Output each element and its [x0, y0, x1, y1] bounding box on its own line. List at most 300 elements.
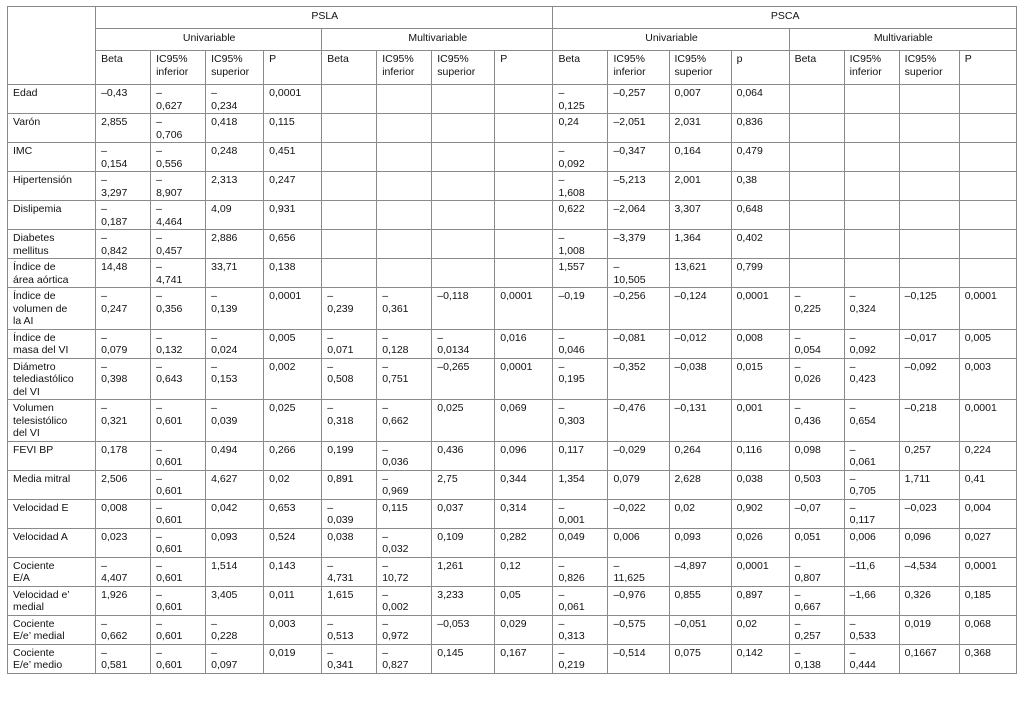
table-cell: –0,124: [669, 288, 731, 330]
table-cell: – 0,195: [553, 358, 608, 400]
table-cell: 0,138: [264, 259, 322, 288]
table-cell: – 0,039: [206, 400, 264, 442]
table-cell: – 0,807: [789, 557, 844, 586]
column-header: p: [731, 51, 789, 85]
table-cell: 0,855: [669, 586, 731, 615]
table-cell: – 0,079: [96, 329, 151, 358]
table-cell: 0,096: [899, 528, 959, 557]
table-cell: 0,656: [264, 230, 322, 259]
table-cell: 0,006: [608, 528, 669, 557]
table-row: [8, 329, 1017, 358]
table-cell: 33,71: [206, 259, 264, 288]
table-cell: 0,891: [322, 470, 377, 499]
table-cell: – 0,032: [377, 528, 432, 557]
table-cell: –0,038: [669, 358, 731, 400]
table-row: [8, 528, 1017, 557]
table-cell: – 10,72: [377, 557, 432, 586]
table-cell: [322, 143, 377, 172]
table-cell: [899, 85, 959, 114]
table-cell: 0,368: [959, 644, 1016, 673]
table-cell: – 0,969: [377, 470, 432, 499]
table-cell: – 0,361: [377, 288, 432, 330]
table-cell: 0,001: [731, 400, 789, 442]
table-cell: – 4,741: [151, 259, 206, 288]
row-label: Cociente E/e’ medio: [8, 644, 96, 673]
group-psla: PSLA: [96, 7, 553, 29]
table-cell: 2,75: [432, 470, 495, 499]
row-label: Índice de masa del VI: [8, 329, 96, 358]
table-cell: 0,019: [899, 615, 959, 644]
table-cell: [959, 114, 1016, 143]
subgroup-psla-multivariable: Multivariable: [322, 29, 553, 51]
table-cell: 14,48: [96, 259, 151, 288]
table-cell: – 0,257: [789, 615, 844, 644]
subgroup-psla-univariable: Univariable: [96, 29, 322, 51]
table-cell: 0,117: [553, 441, 608, 470]
row-label: IMC: [8, 143, 96, 172]
table-cell: – 0,972: [377, 615, 432, 644]
table-cell: 3,405: [206, 586, 264, 615]
table-cell: – 0,627: [151, 85, 206, 114]
table-row: [8, 172, 1017, 201]
table-cell: 0,0001: [959, 557, 1016, 586]
table-cell: – 0,662: [377, 400, 432, 442]
table-cell: –0,218: [899, 400, 959, 442]
table-cell: 3,233: [432, 586, 495, 615]
row-label: Volumen telesistólico del VI: [8, 400, 96, 442]
table-cell: – 0,219: [553, 644, 608, 673]
table-cell: 0,897: [731, 586, 789, 615]
table-cell: 0,116: [731, 441, 789, 470]
table-cell: –0,19: [553, 288, 608, 330]
table-cell: 2,031: [669, 114, 731, 143]
group-psca: PSCA: [553, 7, 1017, 29]
table-cell: [495, 114, 553, 143]
table-cell: 0,248: [206, 143, 264, 172]
table-cell: 0,006: [844, 528, 899, 557]
table-cell: – 0,0134: [432, 329, 495, 358]
row-label: Dislipemia: [8, 201, 96, 230]
table-cell: 0,524: [264, 528, 322, 557]
table-cell: [789, 85, 844, 114]
table-cell: –0,257: [608, 85, 669, 114]
table-cell: 1,514: [206, 557, 264, 586]
table-cell: – 0,826: [553, 557, 608, 586]
column-header: Beta: [96, 51, 151, 85]
table-cell: [959, 259, 1016, 288]
table-cell: 0,02: [264, 470, 322, 499]
table-cell: 0,002: [264, 358, 322, 400]
table-row: [8, 358, 1017, 400]
table-cell: – 1,608: [553, 172, 608, 201]
row-label: Varón: [8, 114, 96, 143]
column-header: IC95% superior: [669, 51, 731, 85]
table-cell: 0,0001: [731, 288, 789, 330]
table-cell: –2,051: [608, 114, 669, 143]
row-label: FEVI BP: [8, 441, 96, 470]
table-cell: – 0,187: [96, 201, 151, 230]
table-cell: [322, 201, 377, 230]
column-header: Beta: [789, 51, 844, 85]
column-header: P: [264, 51, 322, 85]
table-cell: 0,38: [731, 172, 789, 201]
table-cell: 1,711: [899, 470, 959, 499]
table-cell: [844, 201, 899, 230]
table-cell: – 0,705: [844, 470, 899, 499]
table-cell: [495, 143, 553, 172]
regression-table: [7, 6, 1017, 674]
table-cell: 0,026: [731, 528, 789, 557]
table-cell: 0,12: [495, 557, 553, 586]
table-cell: – 4,407: [96, 557, 151, 586]
table-cell: –1,66: [844, 586, 899, 615]
table-cell: – 0,046: [553, 329, 608, 358]
table-cell: [789, 172, 844, 201]
table-cell: [959, 85, 1016, 114]
table-cell: –0,051: [669, 615, 731, 644]
table-cell: [377, 230, 432, 259]
table-cell: – 11,625: [608, 557, 669, 586]
table-cell: 0,0001: [264, 288, 322, 330]
table-cell: – 0,601: [151, 644, 206, 673]
table-cell: [322, 172, 377, 201]
table-cell: [789, 143, 844, 172]
table-cell: 1,261: [432, 557, 495, 586]
table-cell: [899, 230, 959, 259]
table-cell: [899, 259, 959, 288]
table-cell: [377, 201, 432, 230]
table-cell: –4,534: [899, 557, 959, 586]
table-cell: – 0,125: [553, 85, 608, 114]
column-header: IC95% superior: [432, 51, 495, 85]
table-cell: [789, 259, 844, 288]
table-row: [8, 259, 1017, 288]
table-cell: – 0,423: [844, 358, 899, 400]
table-cell: – 0,153: [206, 358, 264, 400]
table-cell: 0,24: [553, 114, 608, 143]
table-cell: 3,307: [669, 201, 731, 230]
table-cell: [844, 143, 899, 172]
table-cell: 0,037: [432, 499, 495, 528]
table-row: [8, 201, 1017, 230]
table-cell: 0,093: [206, 528, 264, 557]
table-row: [8, 557, 1017, 586]
table-row: [8, 470, 1017, 499]
table-cell: – 0,513: [322, 615, 377, 644]
table-cell: – 0,601: [151, 499, 206, 528]
table-cell: 0,185: [959, 586, 1016, 615]
column-header: IC95% inferior: [608, 51, 669, 85]
table-cell: –5,213: [608, 172, 669, 201]
table-cell: – 0,061: [553, 586, 608, 615]
table-cell: 0,069: [495, 400, 553, 442]
table-cell: – 0,601: [151, 615, 206, 644]
table-cell: 0,003: [959, 358, 1016, 400]
table-cell: [899, 114, 959, 143]
table-cell: [789, 114, 844, 143]
column-header: IC95% superior: [899, 51, 959, 85]
table-cell: 0,1667: [899, 644, 959, 673]
table-cell: 0,015: [731, 358, 789, 400]
table-cell: 0,025: [264, 400, 322, 442]
table-cell: – 0,036: [377, 441, 432, 470]
table-cell: 0,0001: [959, 400, 1016, 442]
table-cell: 0,064: [731, 85, 789, 114]
table-cell: [432, 114, 495, 143]
group-header-row: [8, 7, 1017, 29]
table-cell: 2,886: [206, 230, 264, 259]
table-row: [8, 85, 1017, 114]
table-cell: – 0,239: [322, 288, 377, 330]
table-cell: 0,098: [789, 441, 844, 470]
table-cell: 0,011: [264, 586, 322, 615]
table-cell: 0,931: [264, 201, 322, 230]
table-cell: 0,264: [669, 441, 731, 470]
table-cell: –0,07: [789, 499, 844, 528]
table-cell: 0,042: [206, 499, 264, 528]
table-cell: – 8,907: [151, 172, 206, 201]
table-cell: – 0,457: [151, 230, 206, 259]
table-cell: – 0,654: [844, 400, 899, 442]
table-row: [8, 143, 1017, 172]
table-cell: 0,023: [96, 528, 151, 557]
table-cell: 0,0001: [731, 557, 789, 586]
subgroup-psca-multivariable: Multivariable: [789, 29, 1016, 51]
table-cell: [959, 172, 1016, 201]
row-label: Cociente E/A: [8, 557, 96, 586]
table-cell: –0,125: [899, 288, 959, 330]
table-cell: 0,326: [899, 586, 959, 615]
table-cell: – 0,601: [151, 470, 206, 499]
table-cell: – 0,071: [322, 329, 377, 358]
table-cell: –0,256: [608, 288, 669, 330]
table-cell: 0,115: [377, 499, 432, 528]
table-cell: – 0,247: [96, 288, 151, 330]
table-cell: – 0,313: [553, 615, 608, 644]
table-cell: – 0,662: [96, 615, 151, 644]
table-cell: – 0,341: [322, 644, 377, 673]
table-cell: 0,145: [432, 644, 495, 673]
row-label: Hipertensión: [8, 172, 96, 201]
table-cell: [789, 201, 844, 230]
table-cell: 0,068: [959, 615, 1016, 644]
table-cell: [959, 143, 1016, 172]
table-cell: [495, 85, 553, 114]
table-cell: 0,029: [495, 615, 553, 644]
table-cell: 0,0001: [959, 288, 1016, 330]
table-cell: –11,6: [844, 557, 899, 586]
table-row: [8, 400, 1017, 442]
table-cell: –0,43: [96, 85, 151, 114]
table-cell: [322, 259, 377, 288]
table-cell: 0,418: [206, 114, 264, 143]
table-cell: – 0,436: [789, 400, 844, 442]
table-cell: 0,164: [669, 143, 731, 172]
table-cell: 0,079: [608, 470, 669, 499]
table-cell: – 0,097: [206, 644, 264, 673]
table-cell: – 0,117: [844, 499, 899, 528]
table-cell: 2,506: [96, 470, 151, 499]
table-cell: 0,005: [959, 329, 1016, 358]
table-cell: – 0,002: [377, 586, 432, 615]
table-cell: –0,022: [608, 499, 669, 528]
table-row: [8, 230, 1017, 259]
table-cell: – 0,234: [206, 85, 264, 114]
table-cell: [844, 172, 899, 201]
table-cell: – 0,842: [96, 230, 151, 259]
table-cell: – 0,601: [151, 557, 206, 586]
table-cell: 0,003: [264, 615, 322, 644]
table-cell: 0,479: [731, 143, 789, 172]
table-cell: 0,038: [322, 528, 377, 557]
table-cell: 1,926: [96, 586, 151, 615]
table-cell: 0,093: [669, 528, 731, 557]
table-cell: [377, 259, 432, 288]
table-cell: 0,503: [789, 470, 844, 499]
table-cell: [432, 143, 495, 172]
table-cell: 0,025: [432, 400, 495, 442]
row-label: Velocidad A: [8, 528, 96, 557]
table-cell: – 0,225: [789, 288, 844, 330]
table-cell: 0,836: [731, 114, 789, 143]
table-cell: – 0,706: [151, 114, 206, 143]
row-label: Velocidad E: [8, 499, 96, 528]
table-cell: [844, 85, 899, 114]
table-cell: –2,064: [608, 201, 669, 230]
table-cell: – 0,128: [377, 329, 432, 358]
table-cell: 0,142: [731, 644, 789, 673]
table-cell: 0,049: [553, 528, 608, 557]
table-cell: [959, 230, 1016, 259]
table-cell: –0,476: [608, 400, 669, 442]
table-cell: – 0,508: [322, 358, 377, 400]
table-cell: – 0,092: [844, 329, 899, 358]
table-cell: – 0,024: [206, 329, 264, 358]
row-label: Diámetro telediastólico del VI: [8, 358, 96, 400]
table-cell: – 0,318: [322, 400, 377, 442]
table-cell: 0,019: [264, 644, 322, 673]
table-cell: 0,648: [731, 201, 789, 230]
column-header: Beta: [322, 51, 377, 85]
table-cell: 0,0001: [495, 358, 553, 400]
table-cell: [844, 259, 899, 288]
table-cell: – 0,154: [96, 143, 151, 172]
table-cell: [899, 143, 959, 172]
table-cell: 0,451: [264, 143, 322, 172]
row-label: Diabetes mellitus: [8, 230, 96, 259]
table-cell: – 0,667: [789, 586, 844, 615]
table-cell: [432, 172, 495, 201]
column-header: P: [495, 51, 553, 85]
table-cell: [495, 259, 553, 288]
table-cell: 1,354: [553, 470, 608, 499]
table-cell: 2,855: [96, 114, 151, 143]
table-cell: 2,001: [669, 172, 731, 201]
row-label: Índice de área aórtica: [8, 259, 96, 288]
table-cell: [377, 114, 432, 143]
table-cell: 0,266: [264, 441, 322, 470]
subgroup-header-row: [8, 29, 1017, 51]
table-cell: 0,799: [731, 259, 789, 288]
table-row: [8, 441, 1017, 470]
table-cell: 0,494: [206, 441, 264, 470]
table-cell: [432, 201, 495, 230]
column-header: Beta: [553, 51, 608, 85]
table-cell: 1,615: [322, 586, 377, 615]
table-cell: – 4,464: [151, 201, 206, 230]
table-cell: –4,897: [669, 557, 731, 586]
table-cell: –0,575: [608, 615, 669, 644]
table-cell: – 0,026: [789, 358, 844, 400]
table-cell: – 0,061: [844, 441, 899, 470]
column-header-row: [8, 51, 1017, 85]
table-cell: 0,247: [264, 172, 322, 201]
row-label: Cociente E/e’ medial: [8, 615, 96, 644]
table-cell: – 0,827: [377, 644, 432, 673]
table-row: [8, 499, 1017, 528]
table-cell: [432, 85, 495, 114]
table-cell: [495, 172, 553, 201]
table-cell: 0,109: [432, 528, 495, 557]
column-header: P: [959, 51, 1016, 85]
table-cell: 0,008: [731, 329, 789, 358]
column-header: IC95% inferior: [151, 51, 206, 85]
table-cell: [899, 172, 959, 201]
table-cell: –0,347: [608, 143, 669, 172]
table-cell: – 0,601: [151, 586, 206, 615]
table-cell: 0,038: [731, 470, 789, 499]
table-cell: [789, 230, 844, 259]
table-cell: – 0,139: [206, 288, 264, 330]
table-row: [8, 114, 1017, 143]
table-cell: 0,178: [96, 441, 151, 470]
table-cell: 0,653: [264, 499, 322, 528]
table-cell: [377, 172, 432, 201]
table-cell: – 0,556: [151, 143, 206, 172]
row-label: Índice de volumen de la AI: [8, 288, 96, 330]
table-cell: –0,514: [608, 644, 669, 673]
table-cell: – 0,324: [844, 288, 899, 330]
table-cell: [899, 201, 959, 230]
table-cell: 0,314: [495, 499, 553, 528]
table-cell: – 0,398: [96, 358, 151, 400]
table-cell: – 0,601: [151, 528, 206, 557]
table-cell: 1,364: [669, 230, 731, 259]
table-cell: – 0,601: [151, 441, 206, 470]
table-cell: 0,199: [322, 441, 377, 470]
table-cell: 0,402: [731, 230, 789, 259]
table-cell: [432, 230, 495, 259]
table-cell: [495, 230, 553, 259]
table-cell: 4,627: [206, 470, 264, 499]
table-cell: – 10,505: [608, 259, 669, 288]
table-cell: 4,09: [206, 201, 264, 230]
table-row: [8, 288, 1017, 330]
table-cell: 0,115: [264, 114, 322, 143]
table-cell: – 0,001: [553, 499, 608, 528]
table-cell: – 0,356: [151, 288, 206, 330]
table-cell: 0,0001: [264, 85, 322, 114]
column-header: IC95% superior: [206, 51, 264, 85]
table-cell: – 0,228: [206, 615, 264, 644]
table-cell: [322, 230, 377, 259]
table-cell: 0,143: [264, 557, 322, 586]
table-cell: 0,224: [959, 441, 1016, 470]
table-cell: 0,41: [959, 470, 1016, 499]
table-cell: [322, 114, 377, 143]
table-cell: 0,051: [789, 528, 844, 557]
table-cell: 0,016: [495, 329, 553, 358]
